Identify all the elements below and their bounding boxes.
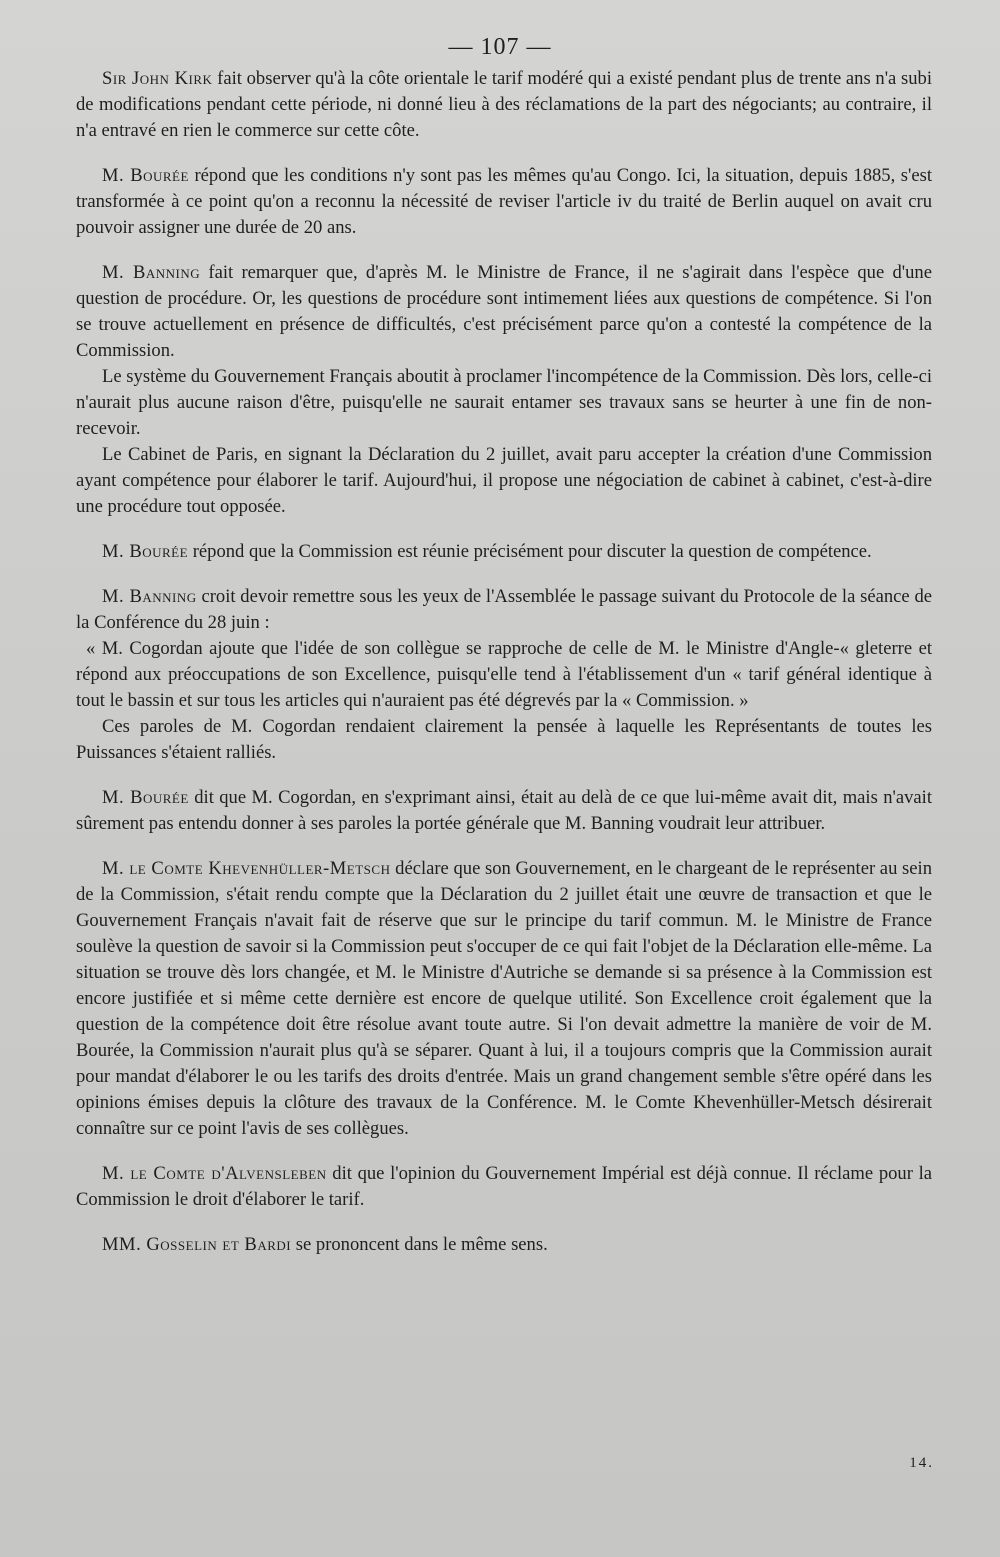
paragraph-banning-2 bbox=[76, 584, 932, 636]
paragraph-text: répond que les conditions n'y sont pas les mêmes qu'au Congo. Ici, la situation, depuis 1885, s'est transformée à ce point qu'on a reconnu la nécessité de reviser l'article iv du traité de Berlin auquel on avait cru pouvoir assigner une durée de 20 ans. bbox=[76, 165, 933, 238]
paragraph-bouree-2 bbox=[76, 539, 932, 565]
quotation bbox=[76, 636, 932, 714]
speaker-name: M. le Comte Khevenhüller-Metsch bbox=[102, 858, 391, 879]
speaker-name: Sir John Kirk bbox=[102, 68, 213, 89]
paragraph-text: croit devoir remettre sous les yeux de l'Assemblée le passage suivant du Protocole de la séance de la Conférence du 28 juin : bbox=[76, 586, 932, 633]
paragraph-text: fait observer qu'à la côte orientale le tarif modéré qui a existé pendant plus de trente ans n'a subi de modifications pendant cette période, ni donné lieu à des réclamations de la part des négociants; au contraire, il n'a entravé en rien le commerce sur cette côte. bbox=[76, 68, 932, 141]
paragraph-text: se prononcent dans le même sens. bbox=[291, 1234, 548, 1255]
speaker-name: M. Bourée bbox=[102, 787, 189, 808]
paragraph-text: Ces paroles de M. Cogordan rendaient clairement la pensée à laquelle les Représentants de toutes les Puissances s'étaient ralliés. bbox=[76, 716, 932, 763]
paragraph-systeme bbox=[76, 364, 932, 442]
paragraph-text: Le Cabinet de Paris, en signant la Déclaration du 2 juillet, avait paru accepter la création d'une Commission ayant compétence pour élaborer le tarif. Aujourd'hui, il propose une négociation de cabinet à cabinet, c'est-à-dire une procédure tout opposée. bbox=[76, 444, 932, 517]
speaker-name: M. Banning bbox=[102, 262, 201, 283]
paragraph-gosselin-bardi bbox=[76, 1232, 932, 1258]
speaker-name: M. le Comte d'Alvensleben bbox=[102, 1163, 327, 1184]
speaker-name: M. Bourée bbox=[102, 165, 189, 186]
paragraph-text: déclare que son Gouvernement, en le chargeant de le représenter au sein de la Commission, s'était rendu compte que la Déclaration du 2 juillet était une œuvre de transaction et que le Gouvernement Français n'avait fait de réserve que sur le principe du tarif commun. M. le Ministre de France soulève la question de savoir si la Commission peut s'occuper de ce qui fait l'objet de la Déclaration elle-même. La situation se trouve dès lors changée, et M. le Ministre d'Autriche se demande si sa présence à la Commission est encore justifiée et si même cette dernière est encore de quelque utilité. Son Excellence croit également que la question de la compétence doit être résolue avant toute autre. Si l'on devait admettre la manière de voir de M. Bourée, la Commission n'aurait plus qu'à se séparer. Quant à lui, il a toujours compris que la Commission aurait pour mandat d'élaborer le ou les tarifs des droits d'entrée. Mais un grand changement semble s'être opéré dans les opinions émises depuis la clôture des travaux de la Conférence. M. le Comte Khevenhüller-Metsch désirerait connaître sur ce point l'avis de ses collègues. bbox=[76, 858, 932, 1139]
paragraph-text: dit que M. Cogordan, en s'exprimant ainsi, était au delà de ce que lui-même avait dit, mais n'avait sûrement pas entendu donner à ses paroles la portée générale que M. Banning voudrait leur attribuer. bbox=[76, 787, 933, 834]
paragraph-bouree-1 bbox=[76, 163, 932, 241]
speaker-name: M. Banning bbox=[102, 586, 197, 607]
paragraph-banning-1 bbox=[76, 260, 932, 364]
paragraph-text: répond que la Commission est réunie précisément pour discuter la question de compétence. bbox=[188, 541, 872, 562]
speaker-name: MM. Gosselin et Bardi bbox=[102, 1234, 292, 1255]
page-body bbox=[76, 66, 932, 1258]
paragraph-text: dit que l'opinion du Gouvernement Impérial est déjà connue. Il réclame pour la Commission le droit d'élaborer le tarif. bbox=[76, 1163, 932, 1210]
paragraph-text: fait remarquer que, d'après M. le Ministre de France, il ne s'agirait dans l'espèce que d'une question de procédure. Or, les questions de procédure sont intimement liées aux questions de compétence. Si l'on se trouve actuellement en présence de difficultés, c'est précisément parce qu'on a contesté la compétence de la Commission. bbox=[76, 262, 932, 361]
paragraph-cabinet bbox=[76, 442, 932, 520]
page-number: — 107 — bbox=[448, 34, 552, 60]
paragraph-text: Le système du Gouvernement Français aboutit à proclamer l'incompétence de la Commission. Dès lors, celle-ci n'aurait plus aucune raison d'être, puisqu'elle ne saurait entamer ses travaux sans se heurter à une fin de non-recevoir. bbox=[76, 366, 932, 439]
speaker-name: M. Bourée bbox=[102, 541, 189, 562]
paragraph-kirk bbox=[76, 66, 932, 144]
signature-mark: 14. bbox=[909, 1455, 934, 1471]
paragraph-khevenhuller bbox=[76, 856, 932, 1142]
paragraph-bouree-3 bbox=[76, 785, 932, 837]
paragraph-alvensleben bbox=[76, 1161, 932, 1213]
paragraph-paroles bbox=[76, 714, 932, 766]
quotation-text: « M. Cogordan ajoute que l'idée de son collègue se rapproche de celle de M. le Ministre d'Angle-« gleterre et répond aux préoccupations de son Excellence, puisqu'elle tend à l'établissement d'un « tarif général identique à tout le bassin et sur tous les articles qui n'auraient pas été dégrevés par la « Commission. » bbox=[76, 638, 932, 711]
